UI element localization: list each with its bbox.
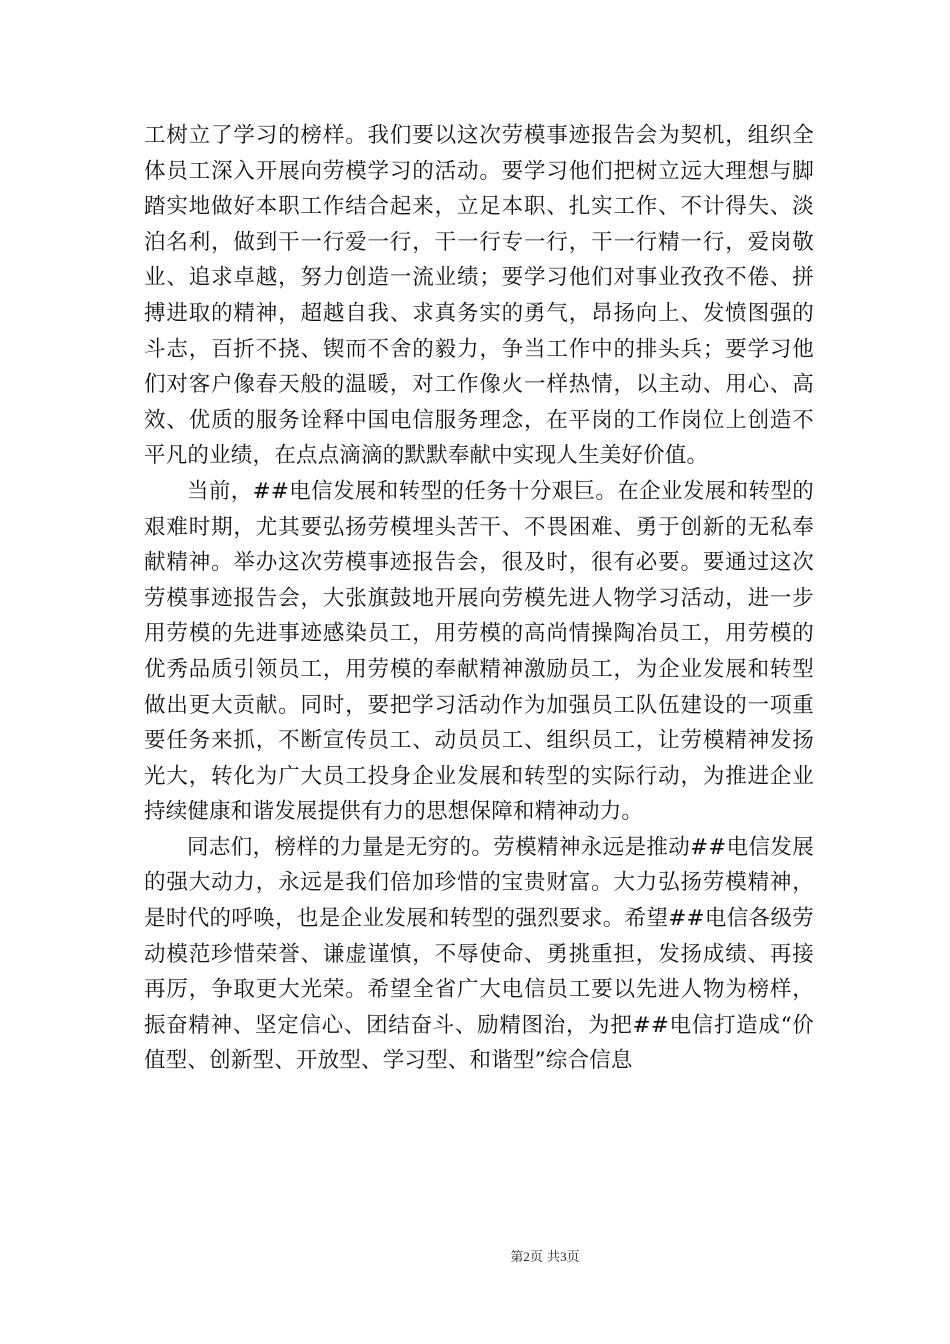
document-body bbox=[144, 118, 814, 1079]
page-number-indicator bbox=[510, 1246, 579, 1265]
total-pages-number: 3 bbox=[560, 1249, 567, 1264]
footer-suffix: 页 bbox=[566, 1250, 580, 1265]
current-page-number: 2 bbox=[523, 1249, 530, 1264]
paragraph-1: 工树立了学习的榜样。我们要以这次劳模事迹报告会为契机，组织全体员工深入开展向劳模学习的活动。要学习他们把树立远大理想与脚踏实地做好本职工作结合起来，立足本职、扎实工作、不计得失、淡泊名利，做到干一行爱一行，干一行专一行，干一行精一行，爱岗敬业、追求卓越，努力创造一流业绩；要学习他们对事业孜孜不倦、拼搏进取的精神，超越自我、求真务实的勇气，昂扬向上、发愤图强的斗志，百折不挠、锲而不舍的毅力，争当工作中的排头兵；要学习他们对客户像春天般的温暖，对工作像火一样热情，以主动、用心、高效、优质的服务诠释中国电信服务理念，在平岗的工作岗位上创造不平凡的业绩，在点点滴滴的默默奉献中实现人生美好价值。 bbox=[144, 123, 814, 469]
paragraph-2: 当前，##电信发展和转型的任务十分艰巨。在企业发展和转型的艰难时期，尤其要弘扬劳模埋头苦干、不畏困难、勇于创新的无私奉献精神。举办这次劳模事迹报告会，很及时，很有必要。要通过这次劳模事迹报告会，大张旗鼓地开展向劳模先进人物学习活动，进一步用劳模的先进事迹感染员工，用劳模的高尚情操陶冶员工，用劳模的优秀品质引领员工，用劳模的奉献精神激励员工，为企业发展和转型做出更大贡献。同时，要把学习活动作为加强员工队伍建设的一项重要任务来抓，不断宣传员工、动员员工、组织员工，让劳模精神发扬光大，转化为广大员工投身企业发展和转型的实际行动，为推进企业持续健康和谐发展提供有力的思想保障和精神动力。 bbox=[144, 478, 814, 825]
footer-middle: 页 共 bbox=[529, 1250, 561, 1265]
footer-prefix: 第 bbox=[510, 1250, 524, 1265]
page-footer bbox=[0, 1246, 950, 1265]
paragraph-3: 同志们，榜样的力量是无穷的。劳模精神永远是推动##电信发展的强大动力，永远是我们倍加珍惜的宝贵财富。大力弘扬劳模精神，是时代的呼唤，也是企业发展和转型的强烈要求。希望##电信各级劳动模范珍惜荣誉、谦虚谨慎，不辱使命、勇挑重担，发扬成绩、再接再厉，争取更大光荣。希望全省广大电信员工要以先进人物为榜样，振奋精神、坚定信心、团结奋斗、励精图治，为把##电信打造成“价值型、创新型、开放型、学习型、和谐型”综合信息 bbox=[144, 834, 814, 1074]
